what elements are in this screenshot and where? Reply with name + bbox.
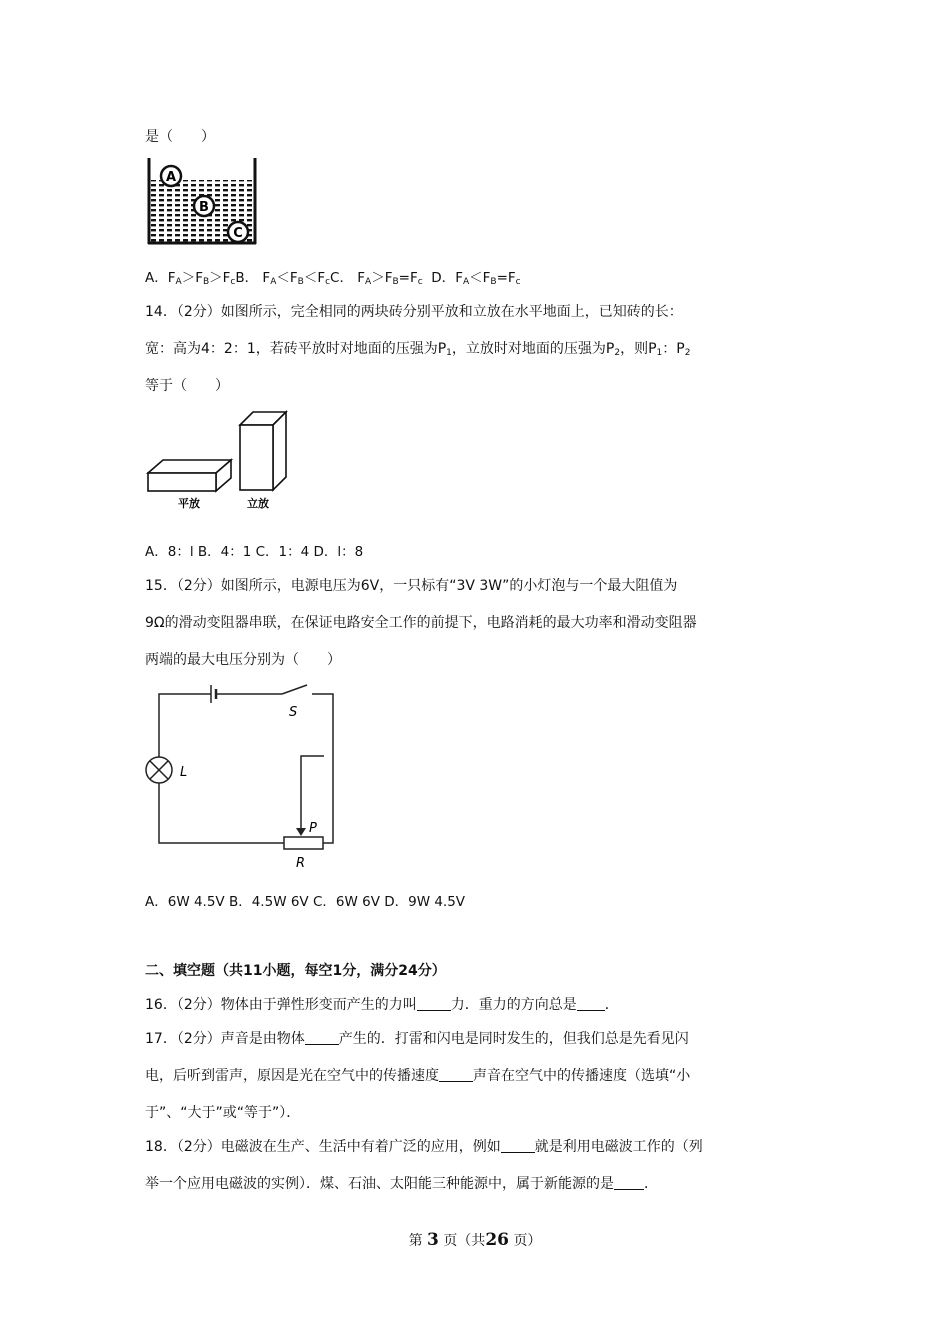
blank bbox=[305, 1030, 339, 1045]
brick-flat bbox=[148, 460, 231, 491]
label-upright: 立放 bbox=[247, 497, 269, 510]
blank bbox=[614, 1175, 644, 1190]
slider-arrow-icon bbox=[296, 828, 306, 836]
q18-line1: 18．（2分）电磁波在生产、生活中有着广泛的应用，例如 就是利用电磁波工作的（列 bbox=[145, 1139, 703, 1155]
q15-circuit bbox=[143, 683, 343, 875]
ball-c bbox=[228, 222, 248, 242]
lamp-label: L bbox=[180, 765, 188, 780]
section-title: 二、填空题（共11小题，每空1分，满分24分） bbox=[145, 963, 446, 979]
slider-label: P bbox=[309, 821, 317, 836]
q15-options: A．6W 4.5V B．4.5W 6V C．6W 6V D．9W 4.5V bbox=[145, 894, 466, 910]
ball-b bbox=[194, 196, 214, 216]
total-pages: 26 bbox=[485, 1230, 509, 1250]
q15-line3: 两端的最大电压分别为（ ） bbox=[145, 652, 341, 668]
q17-line2: 电，后听到雷声，原因是光在空气中的传播速度 声音在空气中的传播速度（选填“小 bbox=[145, 1068, 691, 1084]
label-flat: 平放 bbox=[178, 497, 200, 510]
svg-text:A: A bbox=[165, 170, 177, 185]
ball-a bbox=[161, 166, 181, 186]
blank bbox=[501, 1138, 535, 1153]
q14-line1: 14．（2分）如图所示，完全相同的两块砖分别平放和立放在水平地面上，已知砖的长： bbox=[145, 304, 683, 320]
q14-figure bbox=[143, 405, 303, 517]
lamp-icon bbox=[146, 757, 172, 783]
svg-text:B: B bbox=[199, 200, 209, 215]
q15-line1: 15．（2分）如图所示，电源电压为6V，一只标有“3V 3W”的小灯泡与一个最大阻值为 bbox=[145, 578, 678, 594]
q18-line2: 举一个应用电磁波的实例）．煤、石油、太阳能三种能源中，属于新能源的是 ． bbox=[145, 1176, 658, 1192]
q17-line3: 于”、“大于”或“等于”）． bbox=[145, 1105, 301, 1121]
brick-upright bbox=[240, 412, 286, 490]
q14-line2: 宽：高为4：2：1，若砖平放时对地面的压强为$P_1$，立放时对地面的压强为$P_2$，则$P_1$：$P_2$ bbox=[145, 341, 691, 358]
svg-text:C: C bbox=[233, 226, 243, 241]
switch-label: S bbox=[289, 705, 298, 720]
page-number: 3 bbox=[427, 1230, 439, 1250]
q13-tail: 是（ ） bbox=[145, 129, 215, 145]
q14-line3: 等于（ ） bbox=[145, 378, 229, 394]
battery-icon bbox=[211, 685, 216, 703]
blank bbox=[577, 996, 605, 1011]
blank bbox=[417, 996, 451, 1011]
page-footer: 第 3 页（共26 页） bbox=[408, 1230, 542, 1250]
q13-figure bbox=[143, 158, 263, 250]
rheostat-label: R bbox=[296, 856, 306, 871]
q15-line2: 9Ω的滑动变阻器串联，在保证电路安全工作的前提下，电路消耗的最大功率和滑动变阻器 bbox=[145, 615, 697, 631]
q16: 16．（2分）物体由于弹性形变而产生的力叫 力．重力的方向总是 ． bbox=[145, 997, 619, 1013]
q13-options: A．$F_A>F_B>F_cB$． $F_A<F_B<F_cC$． $F_A>F_B=F_c$ D．$F_A<F_B=F_c$ bbox=[145, 270, 521, 287]
q17-line1: 17．（2分）声音是由物体 产生的．打雷和闪电是同时发生的，但我们总是先看见闪 bbox=[145, 1031, 689, 1047]
q14-options: A．8：l B．4：1 C．1：4 D．l：8 bbox=[145, 544, 364, 560]
blank bbox=[439, 1067, 473, 1082]
